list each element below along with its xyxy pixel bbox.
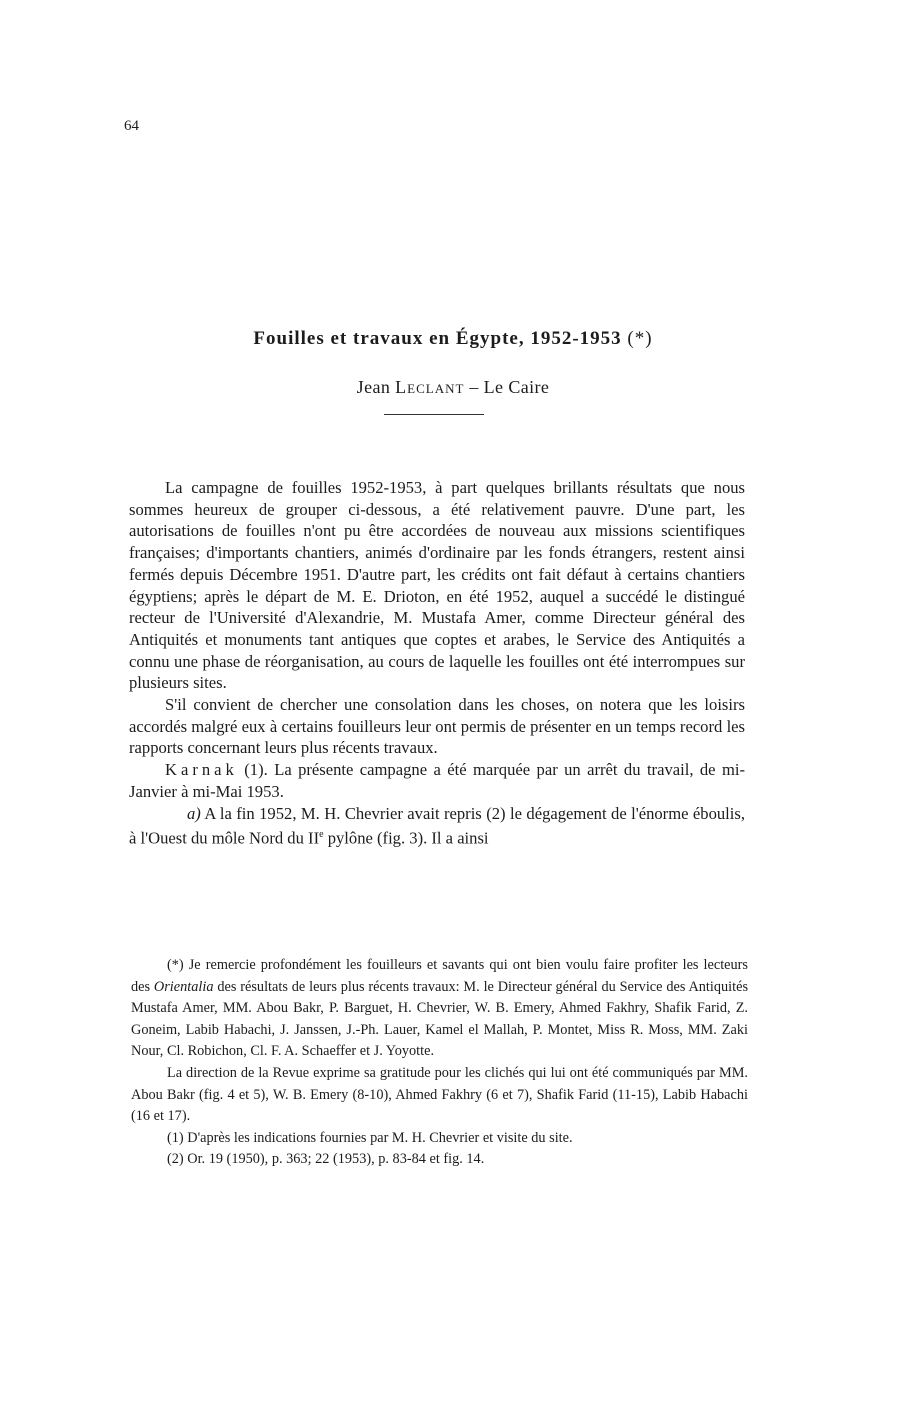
section-heading-karnak: Karnak: [165, 760, 238, 780]
karnak-text: La présente campagne a été marquée par un arrêt du travail, de mi-Janvier à mi-Mai 1953.: [129, 760, 746, 801]
author-last-name: Leclant: [395, 377, 465, 397]
paragraph-karnak-a: [129, 803, 745, 850]
author-first-name: Jean: [356, 377, 391, 397]
footnote-1: (1) D'après les indications fournies par M. H. Chevrier et visite du site.: [167, 1129, 573, 1146]
author-place: Le Caire: [483, 377, 550, 397]
superscript-e: e: [319, 829, 324, 841]
title-text: Fouilles et travaux en Égypte, 1952-1953: [253, 328, 622, 349]
karnak-a-text-2: le dégagement de l'énorme éboulis, à l'Ouest du môle Nord du II: [129, 803, 745, 848]
footnote-direction: La direction de la Revue exprime sa gratitude pour les clichés qui lui ont été communiqués par MM. Abou Bakr (fig. 4 et 5), W. B. Emery (8-10), Ahmed Fakhry (6 et 7), Shafik Farid (11-15), Labib Habachi (16 et 17).: [131, 1064, 748, 1125]
paragraph-consolation: S'il convient de chercher une consolation dans les choses, on notera que les loisirs accordés malgré eux à certains fouilleurs leur ont permis de présenter en un temps record les rapports concernant leurs plus récents travaux.: [129, 695, 745, 758]
article-title: [0, 328, 906, 350]
paragraph-intro: La campagne de fouilles 1952-1953, à part quelques brillants résultats que nous sommes heureux de grouper ci-dessous, a été relativement pauvre. D'une part, les autorisations de fouilles n'ont pu être accordées de nouveau aux missions scientifiques françaises; d'importants chantiers, animés d'ordinaire par les fonds étrangers, restent ainsi fermés depuis Décembre 1951. D'autre part, les crédits ont fait défaut à certains chantiers égyptiens; après le départ de M. E. Drioton, en été 1952, auquel a succédé le distingué recteur de l'Université d'Alexandrie, M. Mustafa Amer, comme Directeur général des Antiquités et monuments tant antiques que coptes et arabes, le Service des Antiquités a connu une phase de réorganisation, au cours de laquelle les fouilles ont été interrompues sur plusieurs sites.: [129, 478, 745, 693]
journal-name: Orientalia: [153, 978, 214, 995]
footnote-2: (2) Or. 19 (1950), p. 363; 22 (1953), p. 83-84 et fig. 14.: [167, 1151, 485, 1168]
page-number: 64: [124, 118, 139, 134]
article-body: [129, 477, 745, 849]
footnote-star: [131, 955, 748, 1063]
footnote-ref-1: (1).: [244, 760, 268, 780]
footnote-star-text-2: des résultats de leurs plus récents travaux: M. le Directeur général du Service des Antiquités Mustafa Amer, MM. Abou Bakr, P. Barguet, H. Chevrier, W. B. Emery, Ahmed Fakhry, Shafik Farid, Z. Goneim, Labib Habachi, J. Janssen, J.-Ph. Lauer, Kamel el Mallah, P. Montet, Miss R. Moss, MM. Zaki Nour, Cl. Robichon, Cl. F. A. Schaeffer et J. Yoyotte.: [131, 978, 749, 1060]
karnak-a-text-3: pylône (fig. 3). Il a ainsi: [327, 828, 489, 848]
item-label-a: a): [187, 803, 201, 823]
author-separator: –: [469, 377, 479, 397]
title-divider: [384, 414, 484, 415]
title-note-marker: (*): [627, 328, 653, 349]
footnotes: [131, 955, 748, 1171]
footnote-ref-2: (2): [486, 803, 506, 823]
footnote-star-text-1: (*) Je remercie profondément les fouilleurs et savants qui ont bien voulu faire profiter les lecteurs des: [131, 957, 748, 995]
karnak-a-text-1: A la fin 1952, M. H. Chevrier avait repris: [204, 803, 482, 823]
author-line: [0, 377, 906, 398]
paragraph-karnak: [129, 759, 745, 802]
